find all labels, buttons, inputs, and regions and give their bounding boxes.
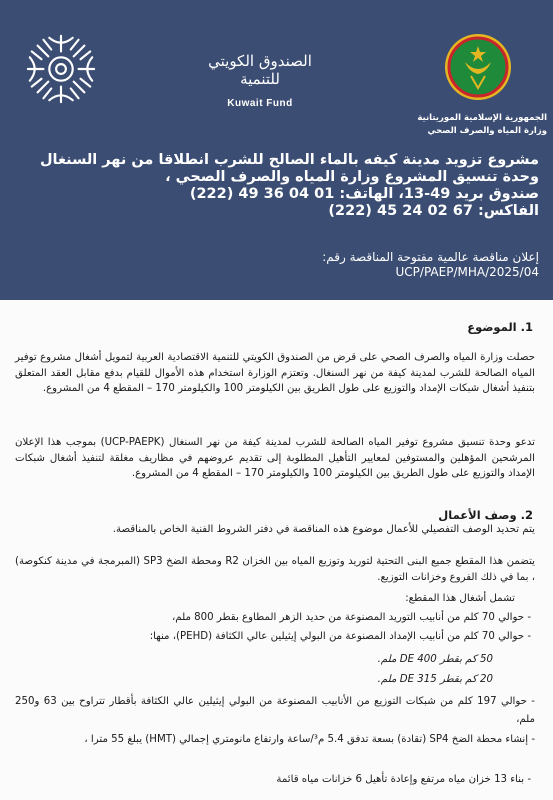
list-subitem: 50 كم بقطر DE 400 ملم. <box>377 654 493 665</box>
title-line-3: صندوق بريد 49-13، الهاتف: 01 04 36 49 (222) <box>189 186 539 202</box>
works-intro: تشمل أشغال هذا المقطع: <box>405 593 515 604</box>
list-item: - حوالي 70 كلم من أنابيب الإمداد المصنوعة من البولي إيثيلين عالي الكثافة (PEHD)، منها: <box>16 630 531 644</box>
announcement-text: إعلان مناقصة عالمية مفتوحة المناقصة رقم: <box>322 250 539 264</box>
paragraph-3: يتم تحديد الوصف التفصيلي للأعمال موضوع هذه المناقصة في دفتر الشروط الفنية الخاص بالمناقصة. <box>112 524 535 535</box>
republic-ministry-block <box>377 112 547 138</box>
title-line-1: مشروع تزويد مدينة كيفه بالماء الصالح للشرب انطلاقا من نهر السنغال <box>39 152 539 168</box>
list-item: - إنشاء محطة الضخ SP4 (تقادة) بسعة تدفق 5.4 م³/ساعة وارتفاع مانومتري إجمالي (HMT) يبلغ 55 مترا ، <box>15 731 535 749</box>
list-item: - حوالي 197 كلم من شبكات التوزيع من الأنابيب المصنوعة من البولي إيثيلين عالي الكثافة بأقطار تتراوح بين 63 و250 ملم، <box>15 693 535 729</box>
list-item: - بناء 13 خزان مياه مرتفع وإعادة تأهيل 6 خزانات مياه قائمة <box>16 773 531 787</box>
paragraph-1: حصلت وزارة المياه والصرف الصحي على قرض من الصندوق الكويتي للتنمية الاقتصادية العربية لتمويل أشغال مشروع توفير المياه الصالحة للشرب لمدينة كيفة من نهر السنغال. وتعتزم الوزارة استخدام هذه الأموال للقيام بدفع مقابل العقد المتعلق بتنفيذ أشغال شبكات الإمداد والتوزيع على طول الطريق بين الكيلومتر 100 والكيلومتر 170 – المقطع 4 من المشروع. <box>15 352 535 394</box>
kuwait-fund-arabic: الصندوق الكويتي للتنمية <box>208 52 312 88</box>
title-line-4: الفاكس: 67 02 24 45 (222) <box>328 203 539 219</box>
list-subitem: 20 كم بقطر DE 315 ملم. <box>377 674 493 685</box>
list-item: - حوالي 70 كلم من أنابيب التوريد المصنوعة من حديد الزهر المطاوع بقطر 800 ملم، <box>16 611 531 625</box>
tender-announcement <box>19 250 539 280</box>
tender-number: 04/UCP/PAEP/MHA/2025 <box>395 265 539 279</box>
paragraph-2: تدعو وحدة تنسيق مشروع توفير المياه الصالحة للشرب لمدينة كيفة من نهر السنغال (UCP-PAEPK) بموجب هذا الإعلان المرشحين المؤهلين والمستوفين لمعايير التأهيل المطلوبة إلى تقديم عروضهم في مظاريف مغلقة لتنفيذ أشغال شبكات الإمداد والتوزيع على طول الطريق بين الكيلومتر 100 والكيلومتر 170 – المقطع 4 من المشروع. <box>15 437 535 479</box>
paragraph-4: يتضمن هذا المقطع جميع البنى التحتية لتوريد وتوزيع المياه بين الخزان R2 ومحطة الضخ SP3 (المبرمجة في مدينة كنكوصة) ، بما في ذلك الفروع وخزانات التوزيع. <box>15 556 535 583</box>
kuwait-fund-emblem-icon <box>22 30 100 108</box>
mauritania-coat-of-arms-icon <box>443 32 513 102</box>
header <box>0 0 553 300</box>
ministry-name: وزارة المياه والصرف الصحي <box>427 126 547 136</box>
project-titles <box>19 152 539 220</box>
republic-name: الجمهورية الإسلامية الموريتانية <box>417 113 547 123</box>
title-line-2: وحدة تنسيق المشروع وزارة المياه والصرف الصحي ، <box>165 169 539 185</box>
document-body <box>0 300 553 800</box>
kuwait-fund-logo <box>200 52 320 109</box>
section-2-title: 2. وصف الأعمال <box>438 508 533 522</box>
section-1-title: 1. الموضوع <box>467 320 533 334</box>
kuwait-fund-english: Kuwait Fund <box>227 98 293 109</box>
